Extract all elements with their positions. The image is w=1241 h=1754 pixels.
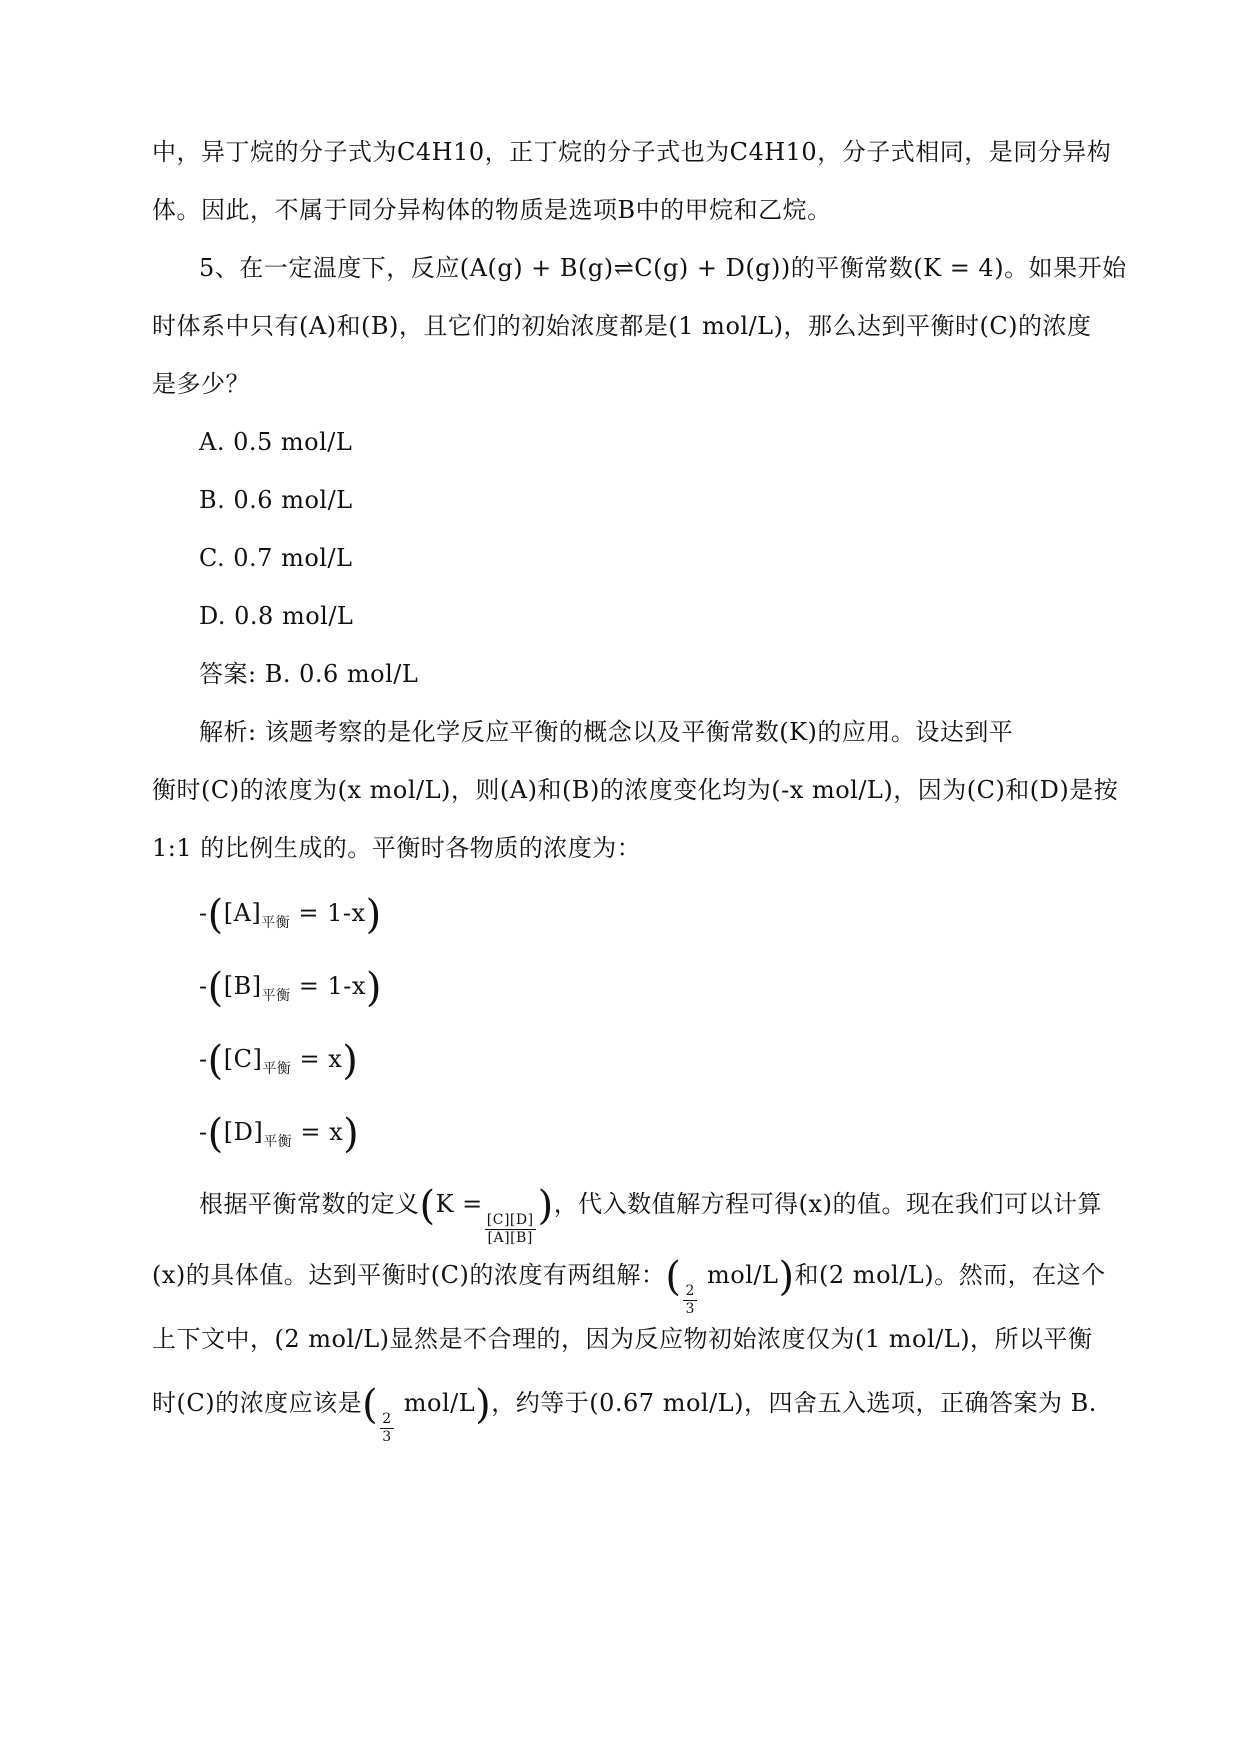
option-d: D. 0.8 mol/L xyxy=(199,602,354,630)
bullet: - xyxy=(199,972,208,1000)
analysis-line: 衡时(C)的浓度为(x mol/L)，则(A)和(B)的浓度变化均为(-x mol/L)，因为(C)和(D)是按 xyxy=(152,776,1119,804)
numerator: 2 xyxy=(382,1411,392,1427)
denominator: 3 xyxy=(382,1429,392,1445)
two-thirds-fraction xyxy=(683,1283,696,1318)
k-numerator: [C][D] xyxy=(486,1212,534,1228)
left-paren: ( xyxy=(665,1254,682,1300)
equilibrium-d: $-([D]_{平衡} = x)$ xyxy=(199,1111,360,1157)
option-b: B. 0.6 mol/L xyxy=(199,486,353,514)
answer-line: 答案: B. 0.6 mol/L xyxy=(199,660,419,688)
subscript: 平衡 xyxy=(263,1134,293,1150)
text: ，约等于(0.67 mol/L)，四舍五入选项，正确答案为 B. xyxy=(491,1389,1097,1417)
conclusion-line xyxy=(199,1183,1102,1247)
value: x xyxy=(329,1118,344,1146)
equilibrium-a: $-([A]_{平衡} = 1-x)$ xyxy=(199,892,382,938)
left-paren: ( xyxy=(207,965,224,1011)
text: (x)的具体值。达到平衡时(C)的浓度有两组解： xyxy=(152,1261,666,1289)
species: [C] xyxy=(223,1045,263,1073)
bullet: - xyxy=(199,1045,208,1073)
unit: mol/L xyxy=(707,1261,779,1289)
analysis-line: 1:1 的比例生成的。平衡时各物质的浓度为： xyxy=(152,834,642,862)
conclusion-line xyxy=(152,1382,1097,1446)
equilibrium-b: $-([B]_{平衡} = 1-x)$ xyxy=(199,965,382,1011)
text: ，代入数值解方程可得(x)的值。现在我们可以计算 xyxy=(553,1190,1102,1218)
subscript: 平衡 xyxy=(261,988,291,1004)
unit: mol/L xyxy=(403,1389,476,1417)
paragraph-line: 体。因此，不属于同分异构体的物质是选项B中的甲烷和乙烷。 xyxy=(152,196,832,224)
text: 时(C)的浓度应该是 xyxy=(152,1389,363,1417)
left-paren: ( xyxy=(419,1183,436,1229)
conclusion-line xyxy=(152,1254,1106,1318)
right-paren: ) xyxy=(537,1183,554,1229)
left-paren: ( xyxy=(207,892,224,938)
right-paren: ) xyxy=(778,1254,795,1300)
left-paren: ( xyxy=(207,1038,224,1084)
bullet: - xyxy=(199,1118,208,1146)
analysis-line: 解析: 该题考察的是化学反应平衡的概念以及平衡常数(K)的应用。设达到平 xyxy=(199,718,1014,746)
subscript: 平衡 xyxy=(261,915,291,931)
right-paren: ) xyxy=(343,1111,360,1157)
left-paren: ( xyxy=(362,1382,379,1428)
value: 1-x xyxy=(327,899,366,927)
text: 和(2 mol/L)。然而，在这个 xyxy=(794,1261,1106,1289)
species: [A] xyxy=(223,899,262,927)
k-denominator: [A][B] xyxy=(487,1230,533,1246)
conclusion-line: 上下文中，(2 mol/L)显然是不合理的，因为反应物初始浓度仅为(1 mol/L)，所以平衡 xyxy=(152,1325,1093,1353)
question-5-line: 5、在一定温度下，反应(A(g) + B(g)⇌C(g) + D(g))的平衡常数(K = 4)。如果开始 xyxy=(199,254,1127,282)
subscript: 平衡 xyxy=(262,1061,292,1077)
equilibrium-c: $-([C]_{平衡} = x)$ xyxy=(199,1038,359,1084)
text: 根据平衡常数的定义 xyxy=(199,1190,420,1218)
numerator: 2 xyxy=(685,1283,695,1299)
right-paren: ) xyxy=(342,1038,359,1084)
species: [D] xyxy=(223,1118,264,1146)
species: [B] xyxy=(223,972,262,1000)
right-paren: ) xyxy=(365,892,382,938)
denominator: 3 xyxy=(685,1301,695,1317)
two-thirds-fraction xyxy=(380,1411,393,1446)
paragraph-line: 中，异丁烷的分子式为C4H10，正丁烷的分子式也为C4H10，分子式相同，是同分异构 xyxy=(152,138,1112,166)
value: x xyxy=(328,1045,343,1073)
option-c: C. 0.7 mol/L xyxy=(199,544,353,572)
question-5-line: 时体系中只有(A)和(B)，且它们的初始浓度都是(1 mol/L)，那么达到平衡时(C)的浓度 xyxy=(152,312,1092,340)
right-paren: ) xyxy=(475,1382,492,1428)
value: 1-x xyxy=(327,972,366,1000)
k-fraction xyxy=(485,1212,536,1247)
option-a: A. 0.5 mol/L xyxy=(199,428,353,456)
question-5-line: 是多少？ xyxy=(152,370,250,398)
left-paren: ( xyxy=(207,1111,224,1157)
bullet: - xyxy=(199,899,208,927)
right-paren: ) xyxy=(365,965,382,1011)
k-lhs: K = xyxy=(435,1190,483,1218)
